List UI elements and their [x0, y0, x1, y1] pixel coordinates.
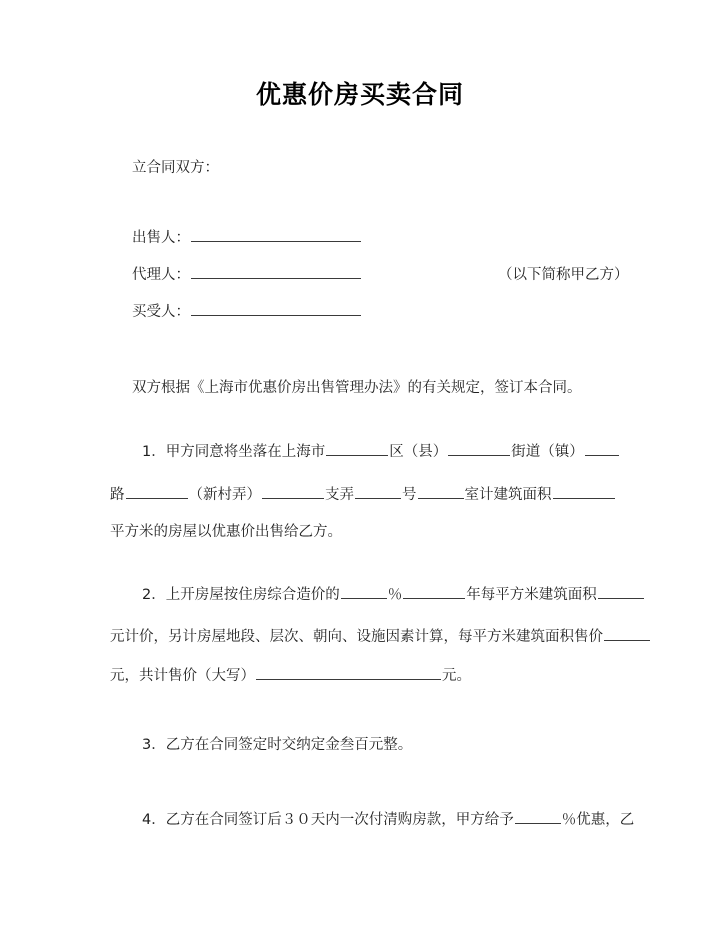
text-run: 区（县）	[389, 444, 448, 460]
fill-in-blank-2[interactable]	[448, 442, 510, 456]
text-run: 号	[402, 487, 417, 503]
party-label-seller: 出售人：	[132, 230, 190, 246]
party-label-agent: 代理人：	[132, 267, 190, 283]
clause-2-line-1	[142, 585, 630, 605]
fill-in-blank-1[interactable]	[341, 585, 387, 599]
text-run: 2．上开房屋按住房综合造价的	[142, 587, 340, 603]
intro-line: 立合同双方：	[132, 160, 219, 176]
party-label-buyer: 买受人：	[132, 304, 190, 320]
text-run: 元计价，另计房屋地段、层次、朝向、设施因素计算，每平方米建筑面积售价	[110, 629, 603, 645]
party-note: （以下简称甲乙方）	[498, 267, 629, 283]
preamble-line: 双方根据《上海市优惠价房出售管理办法》的有关规定，签订本合同。	[132, 380, 582, 396]
clause-1-line-1	[142, 442, 630, 462]
clause-4-line-1	[142, 810, 635, 830]
text-run: 路	[110, 487, 125, 503]
party-blank-buyer[interactable]	[191, 302, 361, 316]
text-run: 室计建筑面积	[464, 487, 552, 503]
text-run: 3．乙方在合同签定时交纳定金叁百元整。	[142, 737, 413, 753]
fill-in-blank-1[interactable]	[126, 485, 188, 499]
clause-2-line-2	[110, 627, 630, 647]
text-run: （新村弄）	[188, 487, 261, 503]
clause-1-line-2	[110, 485, 630, 505]
fill-in-blank-3[interactable]	[598, 585, 644, 599]
party-blank-seller[interactable]	[191, 228, 361, 242]
fill-in-blank-3[interactable]	[355, 485, 401, 499]
page-title: 优惠价房买卖合同	[255, 80, 464, 109]
fill-in-blank-1[interactable]	[256, 666, 441, 680]
text-run: 元。	[442, 668, 471, 684]
text-run: 平方米的房屋以优惠价出售给乙方。	[110, 524, 342, 540]
text-run: 年每平方米建筑面积	[466, 587, 597, 603]
fill-in-blank-2[interactable]	[403, 585, 465, 599]
text-run: 街道（镇）	[511, 444, 584, 460]
text-run: ％优惠，乙	[561, 812, 635, 828]
clause-2-line-3	[110, 666, 630, 686]
fill-in-blank-1[interactable]	[604, 627, 650, 641]
fill-in-blank-5[interactable]	[553, 485, 615, 499]
fill-in-blank-1[interactable]	[515, 810, 561, 824]
text-run: 支弄	[325, 487, 354, 503]
party-row-buyer	[132, 302, 630, 322]
fill-in-blank-4[interactable]	[418, 485, 464, 499]
party-row-seller	[132, 228, 630, 248]
clause-1-line-3	[110, 522, 630, 542]
fill-in-blank-2[interactable]	[262, 485, 324, 499]
fill-in-blank-1[interactable]	[326, 442, 388, 456]
text-run: 1．甲方同意将坐落在上海市	[142, 444, 326, 460]
party-blank-agent[interactable]	[191, 265, 361, 279]
text-run: ％	[387, 587, 403, 603]
text-run: 元，共计售价（大写）	[110, 668, 255, 684]
fill-in-blank-3[interactable]	[585, 442, 619, 456]
clause-3-line-1	[142, 735, 630, 755]
text-run: 4．乙方在合同签订后３０天内一次付清购房款，甲方给予	[142, 812, 514, 828]
